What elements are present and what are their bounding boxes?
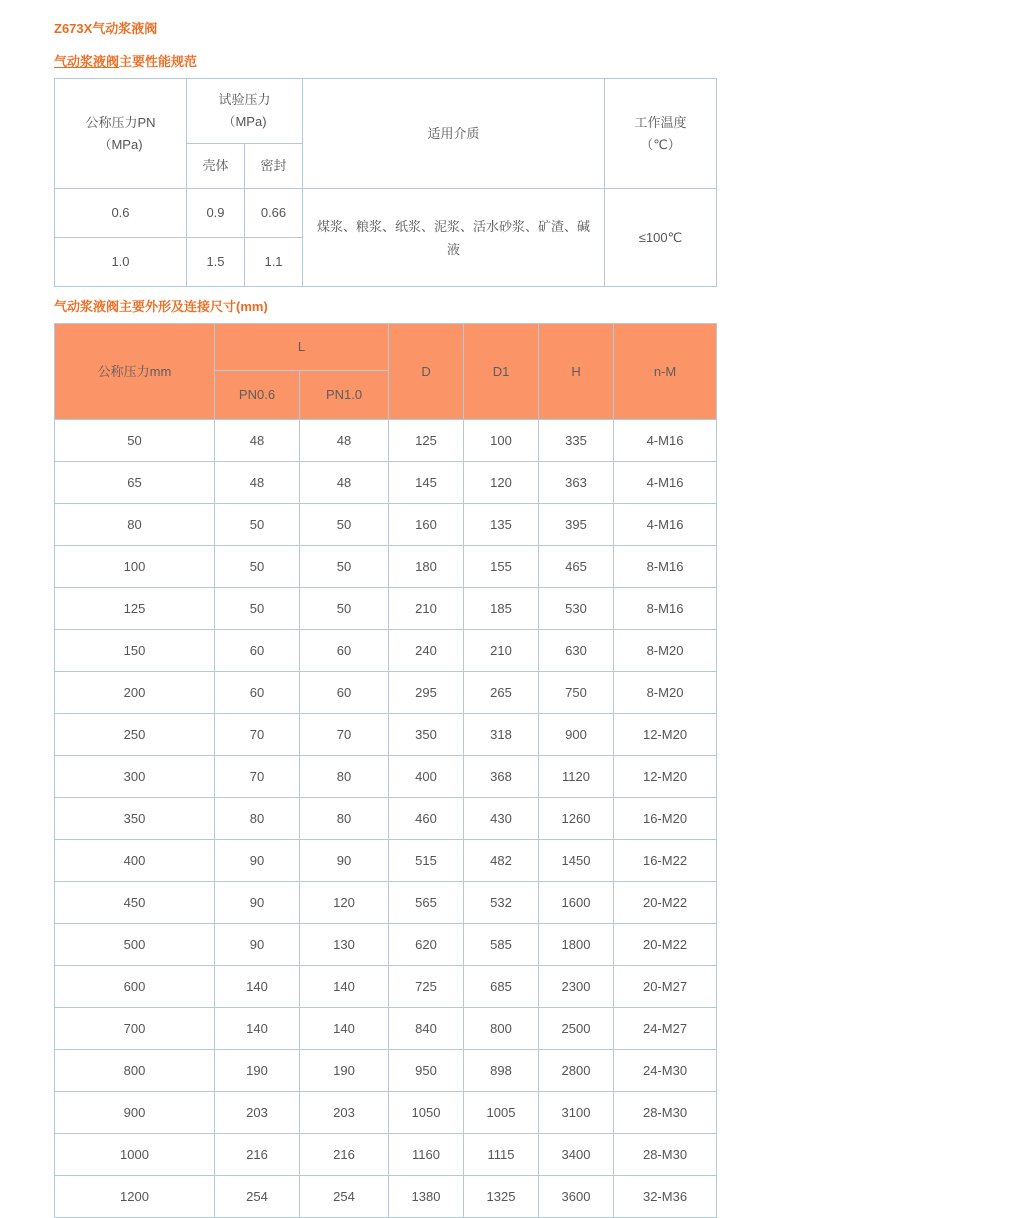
cell-n-m: 12-M20 <box>614 714 717 756</box>
page-title: Z673X气动浆液阀 <box>54 21 158 36</box>
cell-n-m: 8-M16 <box>614 546 717 588</box>
cell-n-m: 16-M22 <box>614 840 717 882</box>
cell-shell-pressure: 0.9 <box>187 189 245 238</box>
cell-d: 1160 <box>389 1134 464 1176</box>
header-nominal-pressure <box>55 79 187 189</box>
cell-nominal-size: 200 <box>55 672 215 714</box>
header-test-pressure <box>187 79 303 144</box>
cell-d1: 482 <box>464 840 539 882</box>
cell-h: 1260 <box>539 798 614 840</box>
cell-nominal-size: 65 <box>55 462 215 504</box>
cell-length-pn10: 50 <box>300 588 389 630</box>
cell-length-pn06: 60 <box>215 630 300 672</box>
header-temperature-label: 工作温度 <box>634 114 687 130</box>
cell-length-pn06: 60 <box>215 672 300 714</box>
table-row <box>55 420 717 462</box>
cell-d: 400 <box>389 756 464 798</box>
cell-h: 3100 <box>539 1092 614 1134</box>
dimension-table-body <box>55 420 717 1218</box>
cell-length-pn10: 80 <box>300 798 389 840</box>
cell-d1: 898 <box>464 1050 539 1092</box>
cell-d: 1050 <box>389 1092 464 1134</box>
cell-length-pn06: 140 <box>215 1008 300 1050</box>
cell-seal-pressure: 1.1 <box>245 238 303 287</box>
cell-length-pn10: 80 <box>300 756 389 798</box>
table-row <box>55 882 717 924</box>
header-temperature <box>605 79 717 189</box>
performance-spec-table <box>54 78 717 287</box>
cell-length-pn10: 140 <box>300 1008 389 1050</box>
cell-d1: 800 <box>464 1008 539 1050</box>
cell-h: 2300 <box>539 966 614 1008</box>
cell-d1: 685 <box>464 966 539 1008</box>
cell-nominal-size: 1200 <box>55 1176 215 1218</box>
cell-h: 335 <box>539 420 614 462</box>
cell-n-m: 20-M22 <box>614 924 717 966</box>
cell-nominal-size: 250 <box>55 714 215 756</box>
cell-length-pn06: 90 <box>215 840 300 882</box>
cell-d1: 120 <box>464 462 539 504</box>
cell-length-pn06: 90 <box>215 882 300 924</box>
header-nominal-pressure-label: 公称压力PN <box>85 114 156 130</box>
cell-length-pn10: 190 <box>300 1050 389 1092</box>
cell-length-pn06: 48 <box>215 420 300 462</box>
header-n-m: n-M <box>614 324 717 420</box>
cell-h: 2800 <box>539 1050 614 1092</box>
cell-length-pn06: 90 <box>215 924 300 966</box>
cell-h: 750 <box>539 672 614 714</box>
dimension-table <box>54 323 717 1218</box>
cell-nominal-size: 400 <box>55 840 215 882</box>
cell-h: 1600 <box>539 882 614 924</box>
cell-h: 630 <box>539 630 614 672</box>
cell-d: 620 <box>389 924 464 966</box>
table-row <box>55 189 717 238</box>
cell-n-m: 28-M30 <box>614 1134 717 1176</box>
cell-h: 900 <box>539 714 614 756</box>
cell-h: 395 <box>539 504 614 546</box>
cell-d1: 430 <box>464 798 539 840</box>
cell-nominal-size: 80 <box>55 504 215 546</box>
table-row <box>55 756 717 798</box>
table-row <box>55 1176 717 1218</box>
header-h: H <box>539 324 614 420</box>
table-row <box>55 1134 717 1176</box>
cell-d1: 265 <box>464 672 539 714</box>
cell-nominal-pressure: 1.0 <box>55 238 187 287</box>
header-d: D <box>389 324 464 420</box>
cell-length-pn06: 140 <box>215 966 300 1008</box>
cell-d: 180 <box>389 546 464 588</box>
table-row <box>55 462 717 504</box>
header-test-pressure-label: 试验压力 <box>218 92 271 107</box>
cell-d: 1380 <box>389 1176 464 1218</box>
section-heading-performance <box>0 44 1034 78</box>
cell-h: 2500 <box>539 1008 614 1050</box>
header-medium: 适用介质 <box>303 79 605 189</box>
cell-temperature: ≤100℃ <box>605 189 717 287</box>
cell-n-m: 8-M16 <box>614 588 717 630</box>
cell-nominal-size: 800 <box>55 1050 215 1092</box>
cell-d: 125 <box>389 420 464 462</box>
section-heading-dimensions: 气动浆液阀主要外形及连接尺寸(mm) <box>54 299 268 314</box>
section-heading-performance-rest: 主要性能规范 <box>119 54 198 69</box>
header-length-pn06: PN0.6 <box>215 371 300 420</box>
cell-length-pn10: 254 <box>300 1176 389 1218</box>
cell-length-pn06: 254 <box>215 1176 300 1218</box>
cell-h: 1120 <box>539 756 614 798</box>
cell-length-pn06: 70 <box>215 714 300 756</box>
cell-seal-pressure: 0.66 <box>245 189 303 238</box>
table-row <box>55 504 717 546</box>
cell-n-m: 12-M20 <box>614 756 717 798</box>
cell-d: 460 <box>389 798 464 840</box>
cell-d: 350 <box>389 714 464 756</box>
table-row <box>55 924 717 966</box>
table-row <box>55 966 717 1008</box>
cell-nominal-size: 450 <box>55 882 215 924</box>
cell-length-pn06: 216 <box>215 1134 300 1176</box>
table-row <box>55 798 717 840</box>
cell-length-pn10: 203 <box>300 1092 389 1134</box>
cell-nominal-pressure: 0.6 <box>55 189 187 238</box>
cell-d1: 1325 <box>464 1176 539 1218</box>
table-row <box>55 588 717 630</box>
cell-d: 950 <box>389 1050 464 1092</box>
cell-h: 1800 <box>539 924 614 966</box>
cell-d1: 1005 <box>464 1092 539 1134</box>
cell-length-pn06: 50 <box>215 504 300 546</box>
cell-nominal-size: 900 <box>55 1092 215 1134</box>
cell-h: 530 <box>539 588 614 630</box>
cell-nominal-size: 1000 <box>55 1134 215 1176</box>
cell-d: 210 <box>389 588 464 630</box>
table-row <box>55 1008 717 1050</box>
cell-d1: 532 <box>464 882 539 924</box>
cell-length-pn06: 70 <box>215 756 300 798</box>
cell-nominal-size: 100 <box>55 546 215 588</box>
cell-h: 465 <box>539 546 614 588</box>
cell-nominal-size: 150 <box>55 630 215 672</box>
table-row <box>55 1092 717 1134</box>
cell-d: 515 <box>389 840 464 882</box>
cell-length-pn10: 70 <box>300 714 389 756</box>
cell-d1: 585 <box>464 924 539 966</box>
cell-d: 565 <box>389 882 464 924</box>
table-row <box>55 630 717 672</box>
cell-nominal-size: 350 <box>55 798 215 840</box>
cell-n-m: 4-M16 <box>614 462 717 504</box>
cell-length-pn10: 140 <box>300 966 389 1008</box>
cell-n-m: 4-M16 <box>614 420 717 462</box>
section-heading-performance-link[interactable]: 气动浆液阀 <box>54 54 120 69</box>
cell-d: 295 <box>389 672 464 714</box>
cell-d1: 210 <box>464 630 539 672</box>
header-length-pn10: PN1.0 <box>300 371 389 420</box>
table-row <box>55 1050 717 1092</box>
cell-nominal-size: 600 <box>55 966 215 1008</box>
cell-n-m: 4-M16 <box>614 504 717 546</box>
cell-length-pn10: 50 <box>300 546 389 588</box>
cell-d1: 155 <box>464 546 539 588</box>
cell-shell-pressure: 1.5 <box>187 238 245 287</box>
header-nominal-pressure-unit: （MPa) <box>98 136 143 152</box>
cell-length-pn10: 60 <box>300 630 389 672</box>
cell-n-m: 20-M27 <box>614 966 717 1008</box>
cell-d: 145 <box>389 462 464 504</box>
cell-nominal-size: 300 <box>55 756 215 798</box>
cell-medium: 煤浆、粮浆、纸浆、泥浆、活水砂浆、矿渣、碱液 <box>303 189 605 287</box>
cell-d: 160 <box>389 504 464 546</box>
cell-n-m: 24-M30 <box>614 1050 717 1092</box>
cell-length-pn10: 130 <box>300 924 389 966</box>
cell-length-pn10: 216 <box>300 1134 389 1176</box>
cell-n-m: 8-M20 <box>614 630 717 672</box>
cell-d1: 1115 <box>464 1134 539 1176</box>
header-shell: 壳体 <box>187 144 245 189</box>
table-header-row <box>55 79 717 144</box>
header-seal: 密封 <box>245 144 303 189</box>
cell-h: 1450 <box>539 840 614 882</box>
header-nominal-size: 公称压力mm <box>55 324 215 420</box>
table-row <box>55 546 717 588</box>
cell-nominal-size: 500 <box>55 924 215 966</box>
table-header-row <box>55 324 717 371</box>
cell-nominal-size: 700 <box>55 1008 215 1050</box>
cell-nominal-size: 125 <box>55 588 215 630</box>
cell-length-pn10: 48 <box>300 420 389 462</box>
table-row <box>55 714 717 756</box>
cell-nominal-size: 50 <box>55 420 215 462</box>
cell-n-m: 16-M20 <box>614 798 717 840</box>
table-row <box>55 840 717 882</box>
header-temperature-unit: （℃） <box>640 136 681 152</box>
cell-length-pn10: 50 <box>300 504 389 546</box>
cell-n-m: 28-M30 <box>614 1092 717 1134</box>
table-row <box>55 672 717 714</box>
cell-n-m: 32-M36 <box>614 1176 717 1218</box>
cell-length-pn06: 50 <box>215 546 300 588</box>
cell-h: 3400 <box>539 1134 614 1176</box>
cell-d1: 318 <box>464 714 539 756</box>
cell-h: 3600 <box>539 1176 614 1218</box>
cell-d1: 185 <box>464 588 539 630</box>
cell-d: 240 <box>389 630 464 672</box>
cell-d1: 135 <box>464 504 539 546</box>
cell-length-pn06: 80 <box>215 798 300 840</box>
cell-length-pn10: 48 <box>300 462 389 504</box>
cell-h: 363 <box>539 462 614 504</box>
header-length-group: L <box>215 324 389 371</box>
cell-d1: 368 <box>464 756 539 798</box>
cell-length-pn10: 120 <box>300 882 389 924</box>
cell-length-pn06: 48 <box>215 462 300 504</box>
cell-length-pn10: 90 <box>300 840 389 882</box>
header-test-pressure-unit: （MPa) <box>222 114 267 129</box>
cell-n-m: 8-M20 <box>614 672 717 714</box>
cell-n-m: 20-M22 <box>614 882 717 924</box>
cell-n-m: 24-M27 <box>614 1008 717 1050</box>
cell-d: 725 <box>389 966 464 1008</box>
cell-length-pn06: 190 <box>215 1050 300 1092</box>
cell-length-pn10: 60 <box>300 672 389 714</box>
cell-d: 840 <box>389 1008 464 1050</box>
cell-d1: 100 <box>464 420 539 462</box>
cell-length-pn06: 50 <box>215 588 300 630</box>
cell-length-pn06: 203 <box>215 1092 300 1134</box>
header-d1: D1 <box>464 324 539 420</box>
